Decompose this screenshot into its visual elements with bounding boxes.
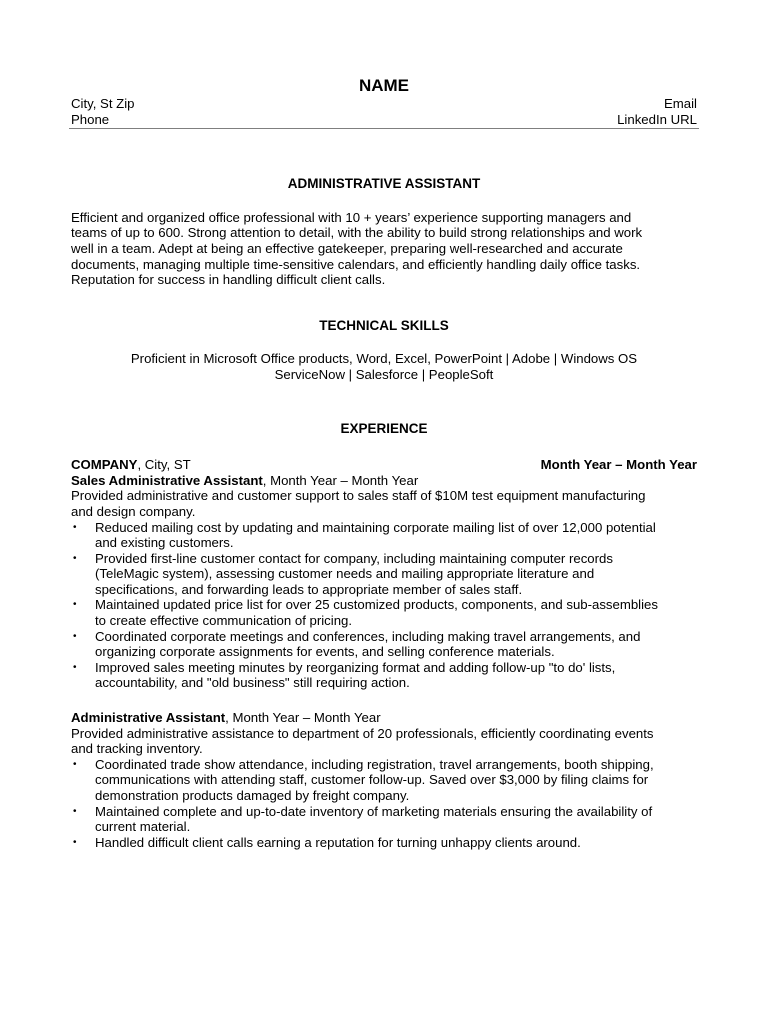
company-dates: Month Year – Month Year	[540, 457, 697, 473]
list-item	[71, 660, 697, 691]
bullet-line: Provided first-line customer contact for company, including maintaining computer records	[95, 550, 613, 566]
bullet-glyph: •	[73, 758, 77, 770]
candidate-name: NAME	[358, 76, 410, 95]
company-name: COMPANY	[71, 457, 138, 473]
summary-line: Reputation for success in handling difficult client calls.	[71, 272, 386, 288]
role-block	[71, 473, 697, 691]
skills-line: ServiceNow | Salesforce | PeopleSoft	[274, 366, 494, 382]
list-item	[71, 597, 697, 628]
list-item	[71, 804, 697, 835]
role-description: Provided administrative assistance to department of 20 professionals, efficiently coordinating events	[71, 725, 654, 741]
bullet-line: current material.	[95, 819, 191, 835]
role-bullets	[71, 520, 697, 692]
bullet-line: Reduced mailing cost by updating and maintaining corporate mailing list of over 12,000 potential	[95, 519, 656, 535]
list-item	[71, 551, 697, 598]
role-description: and design company.	[71, 503, 196, 519]
skills-title: TECHNICAL SKILLS	[319, 317, 449, 333]
role-header	[71, 710, 697, 726]
skills-list	[71, 351, 697, 382]
linkedin-url: LinkedIn URL	[617, 111, 697, 127]
company-header	[71, 457, 697, 473]
resume-page	[71, 76, 697, 850]
phone: Phone	[71, 111, 110, 127]
role-description: and tracking inventory.	[71, 741, 203, 757]
contact-left	[71, 96, 135, 127]
bullet-line: to create effective communication of pricing.	[95, 613, 353, 629]
summary-line: well in a team. Adept at being an effective gatekeeper, preparing well-researched and accurate	[71, 240, 623, 256]
list-item	[71, 520, 697, 551]
company-location: , City, ST	[137, 457, 191, 473]
role-header	[71, 473, 697, 489]
role-title: Sales Administrative Assistant	[71, 472, 263, 488]
role-title: Administrative Assistant	[71, 710, 226, 726]
bullet-line: and existing customers.	[95, 535, 234, 551]
bullet-glyph: •	[73, 805, 77, 817]
email: Email	[664, 96, 697, 111]
bullet-glyph: •	[73, 552, 77, 564]
bullet-line: demonstration products damaged by freight company.	[95, 788, 410, 803]
contact-right	[617, 96, 697, 127]
bullet-line: Maintained complete and up-to-date inventory of marketing materials ensuring the availability of	[95, 803, 653, 819]
bullet-line: Coordinated trade show attendance, including registration, travel arrangements, booth shipping,	[95, 756, 654, 772]
bullet-glyph: •	[73, 521, 77, 533]
bullet-line: Handled difficult client calls earning a reputation for turning unhappy clients around.	[95, 834, 581, 850]
bullet-line: communications with attending staff, customer follow-up. Saved over $3,000 by filing claims for	[95, 772, 649, 788]
role-description: Provided administrative and customer support to sales staff of $10M test equipment manufacturing	[71, 488, 646, 504]
role-dates: , Month Year – Month Year	[262, 472, 419, 488]
bullet-line: Maintained updated price list for over 25 customized products, components, and sub-assemblies	[95, 597, 658, 613]
bullet-line: Improved sales meeting minutes by reorganizing format and adding follow-up "to do' lists,	[95, 659, 616, 675]
company-info	[71, 457, 191, 473]
bullet-line: accountability, and "old business" still requiring action.	[95, 675, 410, 691]
contact-block	[71, 96, 697, 127]
bullet-glyph: •	[73, 661, 77, 673]
list-item	[71, 629, 697, 660]
list-item	[71, 757, 697, 804]
list-item	[71, 835, 697, 851]
bullet-glyph: •	[73, 630, 77, 642]
summary-line: teams of up to 600. Strong attention to detail, with the ability to build strong relationships and work	[71, 225, 643, 241]
experience-title: EXPERIENCE	[340, 420, 428, 436]
role-bullets	[71, 757, 697, 851]
bullet-line: (TeleMagic system), assessing customer needs and mailing appropriate literature and	[95, 566, 595, 582]
header-divider	[69, 128, 699, 129]
summary-line: documents, managing multiple time-sensitive calendars, and efficiently handling daily office tasks.	[71, 256, 641, 272]
bullet-line: organizing corporate assignments for events, and selling conference materials.	[95, 644, 555, 660]
role-block	[71, 710, 697, 850]
summary-paragraph	[71, 210, 697, 288]
summary-line: Efficient and organized office professional with 10 + years’ experience supporting managers and	[71, 209, 632, 225]
skills-line: Proficient in Microsoft Office products, Word, Excel, PowerPoint | Adobe | Windows OS	[130, 351, 638, 367]
bullet-glyph: •	[73, 836, 77, 848]
role-dates: , Month Year – Month Year	[225, 710, 381, 726]
bullet-line: Coordinated corporate meetings and conferences, including making travel arrangements, and	[95, 628, 641, 644]
bullet-line: specifications, and forwarding leads to appropriate member of sales staff.	[95, 581, 523, 597]
city-state-zip: City, St Zip	[71, 96, 135, 111]
summary-title: ADMINISTRATIVE ASSISTANT	[287, 176, 481, 192]
bullet-glyph: •	[73, 599, 77, 611]
